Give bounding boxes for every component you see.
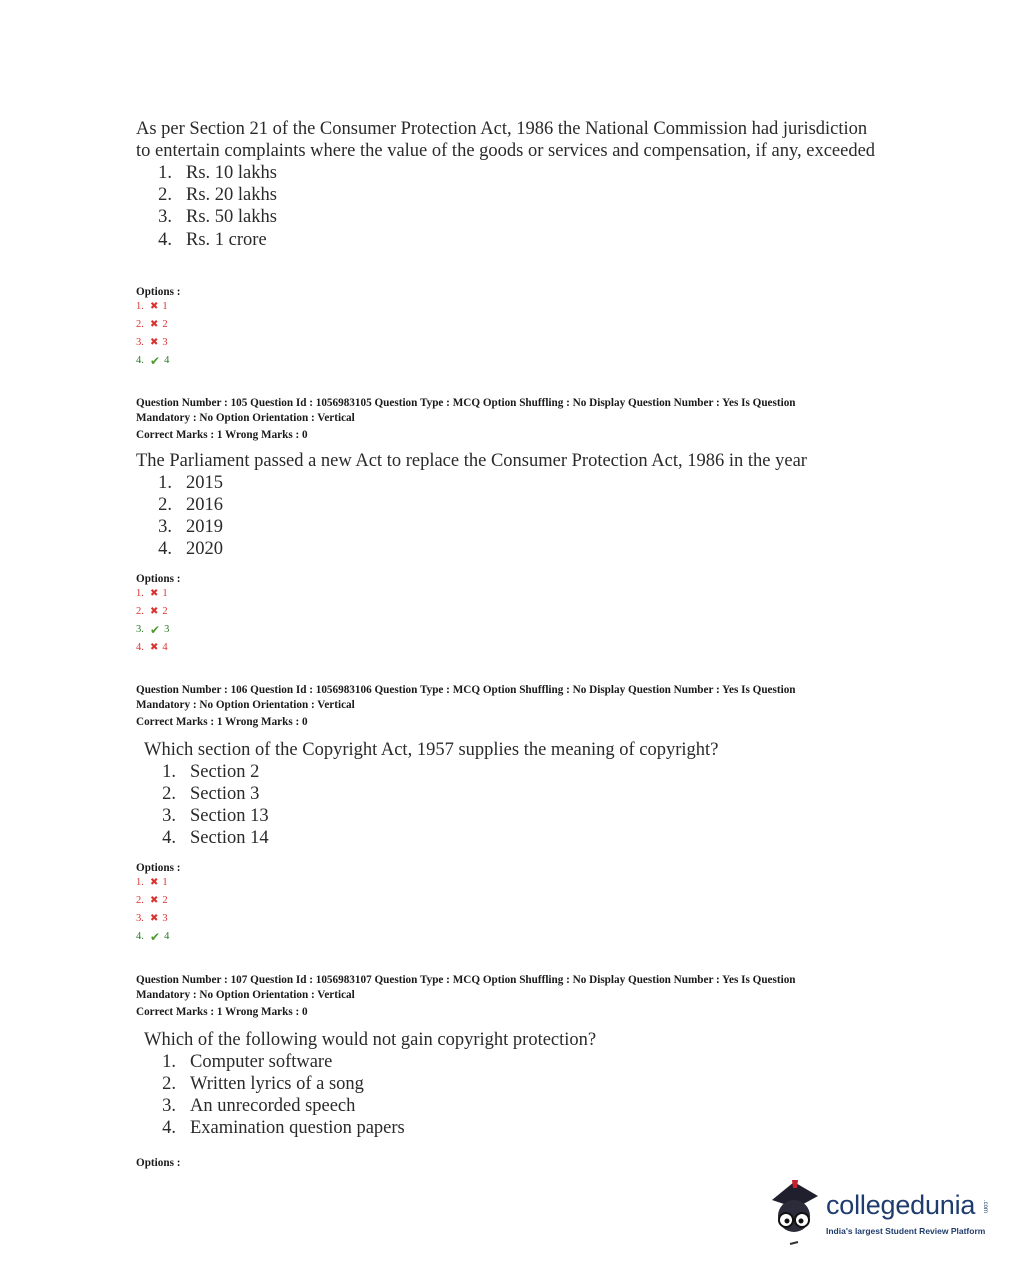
choice-text: 2016 <box>186 494 223 515</box>
question-marks: Correct Marks : 1 Wrong Marks : 0 <box>136 1006 308 1018</box>
choice-item <box>140 1073 876 1095</box>
question-107 <box>136 973 876 1139</box>
option-row <box>136 639 876 657</box>
cross-icon: ✖ <box>150 895 159 906</box>
choice-list <box>136 162 876 251</box>
option-number: 4. <box>136 355 144 366</box>
question-text: Which of the following would not gain copyright protection? <box>144 1029 597 1050</box>
logo-wordmark: collegedunia <box>826 1190 976 1220</box>
option-value: 1 <box>162 588 168 599</box>
option-row <box>136 928 876 946</box>
question-marks: Correct Marks : 1 Wrong Marks : 0 <box>136 429 308 441</box>
choice-text: Section 2 <box>190 761 260 782</box>
cross-icon: ✖ <box>150 301 159 312</box>
option-number: 2. <box>136 895 144 906</box>
choice-number: 2. <box>158 494 172 515</box>
choice-text: Rs. 1 crore <box>186 229 267 250</box>
option-value: 1 <box>162 877 168 888</box>
choice-text: Computer software <box>190 1051 333 1072</box>
choice-text: 2015 <box>186 472 223 493</box>
choice-text: Section 13 <box>190 805 269 826</box>
question-marks: Correct Marks : 1 Wrong Marks : 0 <box>136 716 308 728</box>
choice-number: 1. <box>158 163 172 183</box>
choice-text: An unrecorded speech <box>190 1095 356 1116</box>
choice-text: Rs. 10 lakhs <box>186 163 277 183</box>
choice-text: 2020 <box>186 539 223 560</box>
question-104 <box>136 118 876 251</box>
choice-text: 2019 <box>186 516 223 537</box>
choice-list <box>136 761 876 850</box>
collegedunia-logo <box>764 1178 994 1248</box>
cross-icon: ✖ <box>150 606 159 617</box>
options-105 <box>136 573 876 657</box>
option-value: 2 <box>162 606 168 617</box>
question-text: The Parliament passed a new Act to replace the Consumer Protection Act, 1986 in the year <box>136 450 807 471</box>
question-106 <box>136 683 876 849</box>
options-107 <box>136 1157 876 1169</box>
choice-item <box>140 1117 876 1139</box>
options-104 <box>136 286 876 370</box>
cross-icon: ✖ <box>150 588 159 599</box>
choice-item <box>136 472 876 494</box>
option-row <box>136 352 876 370</box>
choice-text: Rs. 20 lakhs <box>186 185 277 206</box>
choice-number: 3. <box>162 805 176 826</box>
option-number: 1. <box>136 877 144 888</box>
option-value: 1 <box>162 301 168 312</box>
choice-number: 4. <box>158 539 172 560</box>
choice-text: Section 14 <box>190 828 269 849</box>
question-meta: Question Number : 107 Question Id : 1056983107 Question Type : MCQ Option Shuffling : No Display Question Number : Yes Is Question <box>136 974 796 986</box>
options-label: Options : <box>136 862 181 874</box>
option-value: 3 <box>162 913 168 924</box>
choice-number: 1. <box>162 761 176 782</box>
logo-tagline: India's largest Student Review Platform <box>826 1226 986 1236</box>
choice-text: Section 3 <box>190 783 260 804</box>
student-mascot-icon <box>764 1178 824 1248</box>
choice-item <box>136 516 876 538</box>
choice-number: 1. <box>158 472 172 493</box>
question-text: As per Section 21 of the Consumer Protection Act, 1986 the National Commission had jurisdiction to entertain complaints where the value of the goods or services and compensation, if any, exceeded <box>136 119 876 161</box>
options-label: Options : <box>136 1157 181 1169</box>
choice-item <box>140 827 876 849</box>
question-meta: Question Number : 105 Question Id : 1056983105 Question Type : MCQ Option Shuffling : No Display Question Number : Yes Is Question <box>136 397 796 409</box>
question-meta: Mandatory : No Option Orientation : Vertical <box>136 698 355 711</box>
cross-icon: ✖ <box>150 877 159 888</box>
option-value: 2 <box>162 895 168 906</box>
choice-item <box>136 538 876 560</box>
option-value: 3 <box>164 624 170 635</box>
choice-item <box>140 1051 876 1073</box>
choice-item <box>140 805 876 827</box>
choice-list <box>136 472 876 561</box>
choice-number: 3. <box>158 207 172 228</box>
question-105 <box>136 396 876 560</box>
option-value: 4 <box>162 642 168 653</box>
question-meta: Mandatory : No Option Orientation : Vertical <box>136 411 355 424</box>
choice-number: 4. <box>162 1118 176 1139</box>
choice-number: 4. <box>162 828 176 849</box>
option-number: 3. <box>136 913 144 924</box>
choice-number: 1. <box>162 1051 176 1072</box>
option-row <box>136 874 876 892</box>
option-number: 1. <box>136 301 144 312</box>
option-number: 3. <box>136 337 144 348</box>
option-row <box>136 603 876 621</box>
option-row <box>136 316 876 334</box>
choice-number: 3. <box>162 1095 176 1116</box>
option-row <box>136 585 876 603</box>
options-label: Options : <box>136 286 181 298</box>
checkmark-icon: ✔ <box>150 623 161 637</box>
options-106 <box>136 862 876 946</box>
question-meta: Mandatory : No Option Orientation : Vertical <box>136 988 355 1001</box>
cross-icon: ✖ <box>150 319 159 330</box>
option-number: 1. <box>136 588 144 599</box>
choice-item <box>136 229 876 251</box>
option-number: 2. <box>136 606 144 617</box>
choice-text: Written lyrics of a song <box>190 1073 364 1094</box>
option-row <box>136 621 876 639</box>
checkmark-icon: ✔ <box>150 354 161 368</box>
option-value: 4 <box>164 931 170 942</box>
option-row <box>136 910 876 928</box>
checkmark-icon: ✔ <box>150 930 161 944</box>
choice-item <box>140 783 876 805</box>
option-number: 2. <box>136 319 144 330</box>
choice-number: 3. <box>158 516 172 537</box>
option-row <box>136 334 876 352</box>
logo-suffix: .com <box>982 1200 988 1214</box>
options-label: Options : <box>136 573 181 585</box>
question-text: Which section of the Copyright Act, 1957 supplies the meaning of copyright? <box>144 739 719 760</box>
choice-number: 2. <box>162 783 176 804</box>
choice-item <box>136 162 876 184</box>
option-number: 4. <box>136 642 144 653</box>
option-number: 3. <box>136 624 144 635</box>
cross-icon: ✖ <box>150 913 159 924</box>
question-meta: Question Number : 106 Question Id : 1056983106 Question Type : MCQ Option Shuffling : No Display Question Number : Yes Is Question <box>136 684 796 696</box>
option-value: 2 <box>162 319 168 330</box>
choice-text: Rs. 50 lakhs <box>186 207 277 228</box>
choice-list <box>136 1051 876 1140</box>
choice-number: 2. <box>162 1073 176 1094</box>
choice-number: 4. <box>158 229 172 250</box>
choice-item <box>136 184 876 206</box>
cross-icon: ✖ <box>150 337 159 348</box>
cross-icon: ✖ <box>150 642 159 653</box>
option-row <box>136 298 876 316</box>
option-value: 3 <box>162 337 168 348</box>
choice-item <box>140 761 876 783</box>
option-value: 4 <box>164 355 170 366</box>
choice-item <box>136 206 876 228</box>
choice-item <box>136 494 876 516</box>
choice-text: Examination question papers <box>190 1118 405 1139</box>
choice-number: 2. <box>158 185 172 206</box>
option-row <box>136 892 876 910</box>
choice-item <box>140 1095 876 1117</box>
option-number: 4. <box>136 931 144 942</box>
